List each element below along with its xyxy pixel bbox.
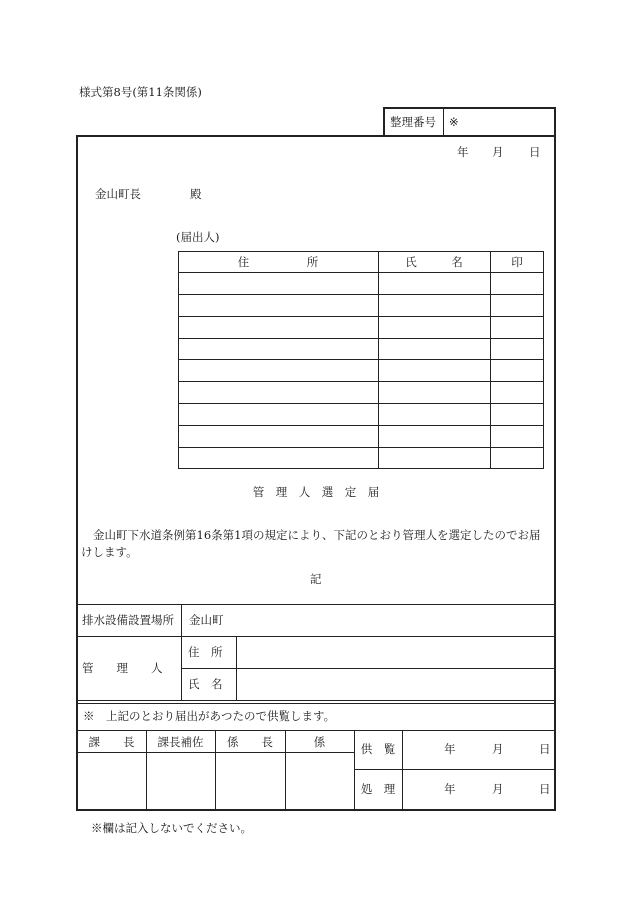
applicant-col-divider: [378, 251, 379, 469]
applicant-row-line: [178, 447, 544, 448]
date-day: 日: [529, 145, 541, 159]
ki-mark: 記: [310, 572, 322, 586]
office-note: ※ 上記のとおり届出があつたので供覧します。: [83, 709, 336, 723]
applicant-row-line: [178, 381, 544, 382]
applicant-row-line: [178, 294, 544, 295]
review-viewing-month: 月: [492, 742, 504, 756]
manager-bottom-line: [77, 700, 555, 701]
approval-col-divider: [354, 730, 355, 810]
review-viewing-day: 日: [539, 742, 551, 756]
manager-address-label: 住 所: [188, 645, 223, 659]
facility-label: 排水設備設置場所: [82, 613, 174, 627]
applicant-row-line: [178, 316, 544, 317]
approval-col-deputy: 課長補佐: [157, 735, 204, 749]
applicant-address-header: 住 所: [237, 255, 319, 269]
date-year: 年: [457, 145, 469, 159]
review-processing-year: 年: [444, 782, 456, 796]
applicant-row-line: [178, 403, 544, 404]
addressee-honorific: 殿: [190, 187, 202, 201]
manager-bottom-line-double: [77, 703, 555, 704]
reference-number-mark: ※: [449, 115, 459, 129]
label-col-divider: [181, 604, 182, 700]
applicant-header-line: [178, 272, 544, 273]
applicant-name-header: 氏 名: [405, 255, 463, 269]
facility-top-line: [77, 604, 555, 605]
body-text-line-1: 金山町下水道条例第16条第1項の規定により、下記のとおり管理人を選定したのでお届: [93, 528, 541, 542]
applicant-seal-header: 印: [511, 255, 523, 269]
facility-value: 金山町: [189, 613, 224, 627]
approval-col-chief: 課 長: [88, 735, 135, 749]
manager-label: 管 理 人: [82, 661, 163, 675]
review-mid-line: [354, 769, 555, 770]
manager-sub-divider: [236, 636, 237, 700]
review-processing-month: 月: [492, 782, 504, 796]
review-label-processing: 処 理: [360, 782, 396, 796]
addressee-name: 金山町長: [95, 187, 141, 201]
facility-bottom-line: [77, 636, 555, 637]
approval-header-line: [77, 752, 354, 753]
approval-col-section-chief: 係 長: [227, 735, 273, 749]
applicant-row-line: [178, 425, 544, 426]
review-processing-day: 日: [539, 782, 551, 796]
form-number: 様式第8号(第11条関係): [79, 85, 202, 99]
review-col-divider: [402, 730, 403, 810]
footer-note: ※欄は記入しないでください。: [91, 821, 252, 835]
review-viewing-year: 年: [444, 742, 456, 756]
applicant-row-line: [178, 338, 544, 339]
applicant-row-line: [178, 359, 544, 360]
approval-top-line: [77, 730, 555, 731]
applicant-col-divider: [490, 251, 491, 469]
manager-name-label: 氏 名: [188, 677, 223, 691]
document-title: 管 理 人 選 定 届: [252, 485, 380, 499]
date-month: 月: [492, 145, 504, 159]
manager-mid-line: [181, 668, 555, 669]
review-label-viewing: 供 覧: [360, 742, 396, 756]
reference-number-label: 整理番号: [390, 115, 436, 129]
body-text-line-2: けします。: [81, 545, 138, 559]
applicant-section-label: (届出人): [176, 230, 220, 244]
approval-col-staff: 係: [313, 735, 326, 749]
reference-divider: [443, 108, 444, 136]
